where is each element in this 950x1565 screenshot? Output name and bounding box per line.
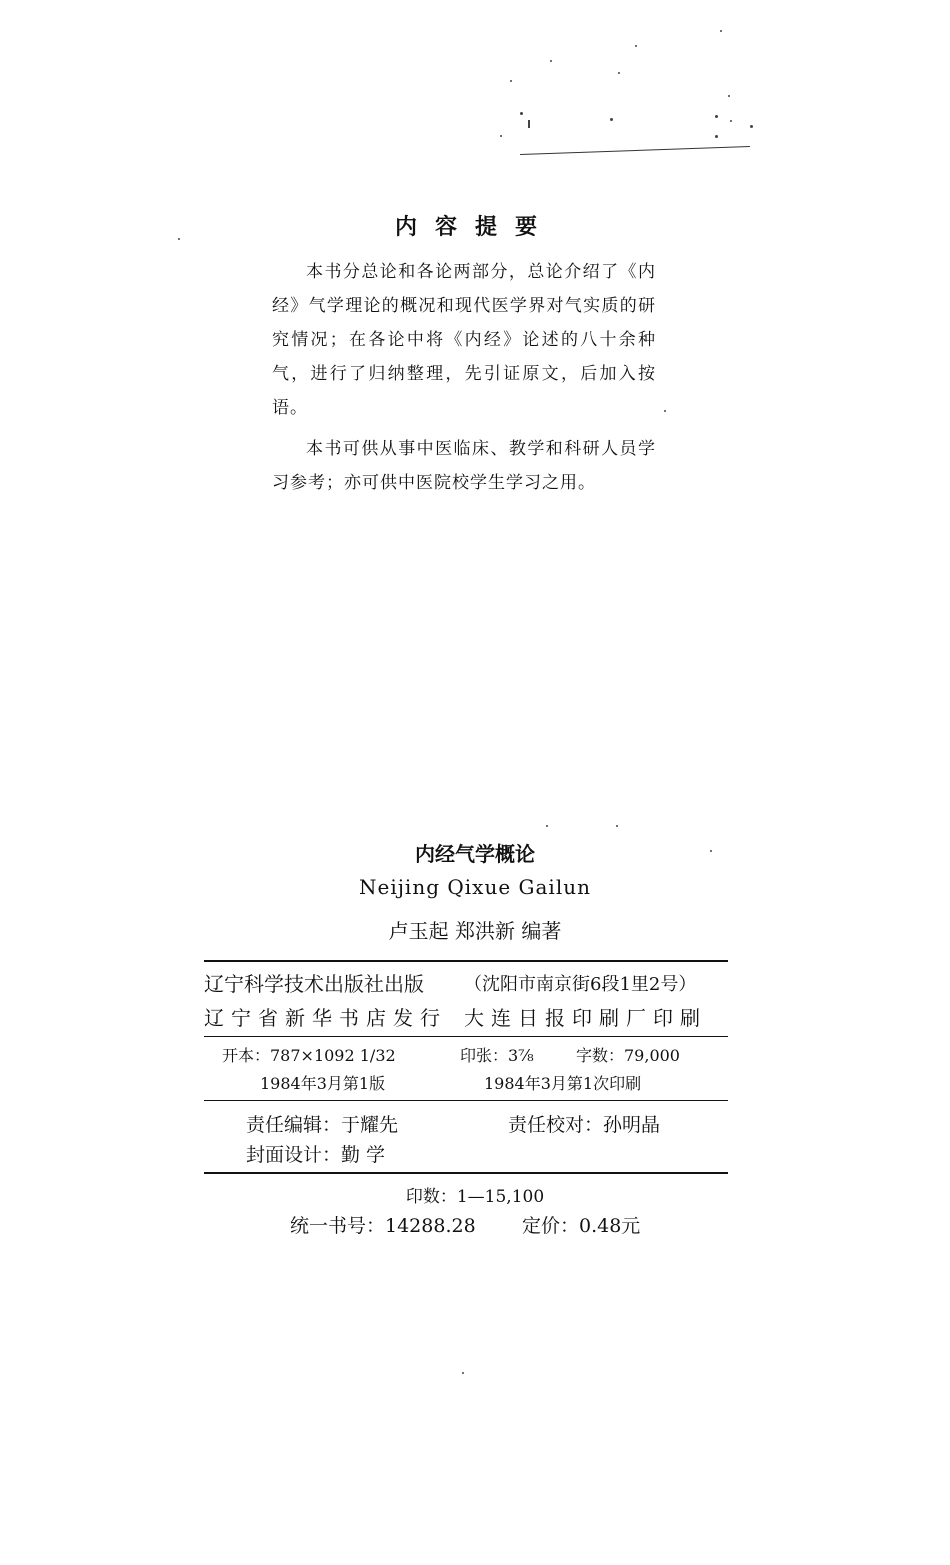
scan-speck (616, 825, 618, 827)
book-pinyin-title: Neijing Qixue Gailun (359, 875, 591, 899)
scan-artifacts (490, 20, 780, 160)
publisher-address: （沈阳市南京街6段1里2号） (464, 974, 697, 995)
summary-paragraph: 本书分总论和各论两部分，总论介绍了《内经》气学理论的概况和现代医学界对气实质的研究情况；在各论中将《内经》论述的八十余种气，进行了归纳整理，先引证原文，后加入按语。 (272, 262, 656, 418)
bottom-rule (204, 1172, 728, 1174)
proofreader: 责任校对：孙明晶 (508, 1114, 661, 1136)
summary-paragraph: 本书可供从事中医临床、教学和科研人员学习参考；亦可供中医院校学生学习之用。 (272, 439, 656, 493)
format-spec: 开本：787×1092 1/32 (222, 1046, 396, 1065)
rule (204, 1100, 728, 1101)
top-rule (204, 960, 728, 962)
print-run: 印数：1—15,100 (405, 1187, 545, 1207)
sheets-spec: 印张：3⅞ (460, 1046, 534, 1065)
cover-designer: 封面设计：勤 学 (246, 1144, 386, 1166)
edition: 1984年3月第1版 (260, 1074, 386, 1093)
printer: 大连日报印刷厂印刷 (464, 1006, 707, 1030)
scan-speck (462, 1372, 464, 1374)
scan-speck (546, 825, 548, 827)
responsible-editor: 责任编辑：于耀先 (246, 1114, 399, 1136)
book-number: 统一书号：14288.28 (290, 1215, 476, 1237)
publisher: 辽宁科学技术出版社出版 (204, 972, 424, 996)
scan-speck (664, 410, 666, 412)
price: 定价：0.48元 (522, 1215, 641, 1237)
word-count: 字数：79,000 (576, 1046, 680, 1065)
distributor: 辽宁省新华书店发行 (204, 1006, 447, 1030)
rule (204, 1036, 728, 1037)
book-title: 内经气学概论 (415, 842, 535, 866)
printing: 1984年3月第1次印刷 (484, 1074, 642, 1093)
summary-title: 内容提要 (394, 215, 555, 240)
book-authors: 卢玉起 郑洪新 编著 (388, 919, 562, 943)
